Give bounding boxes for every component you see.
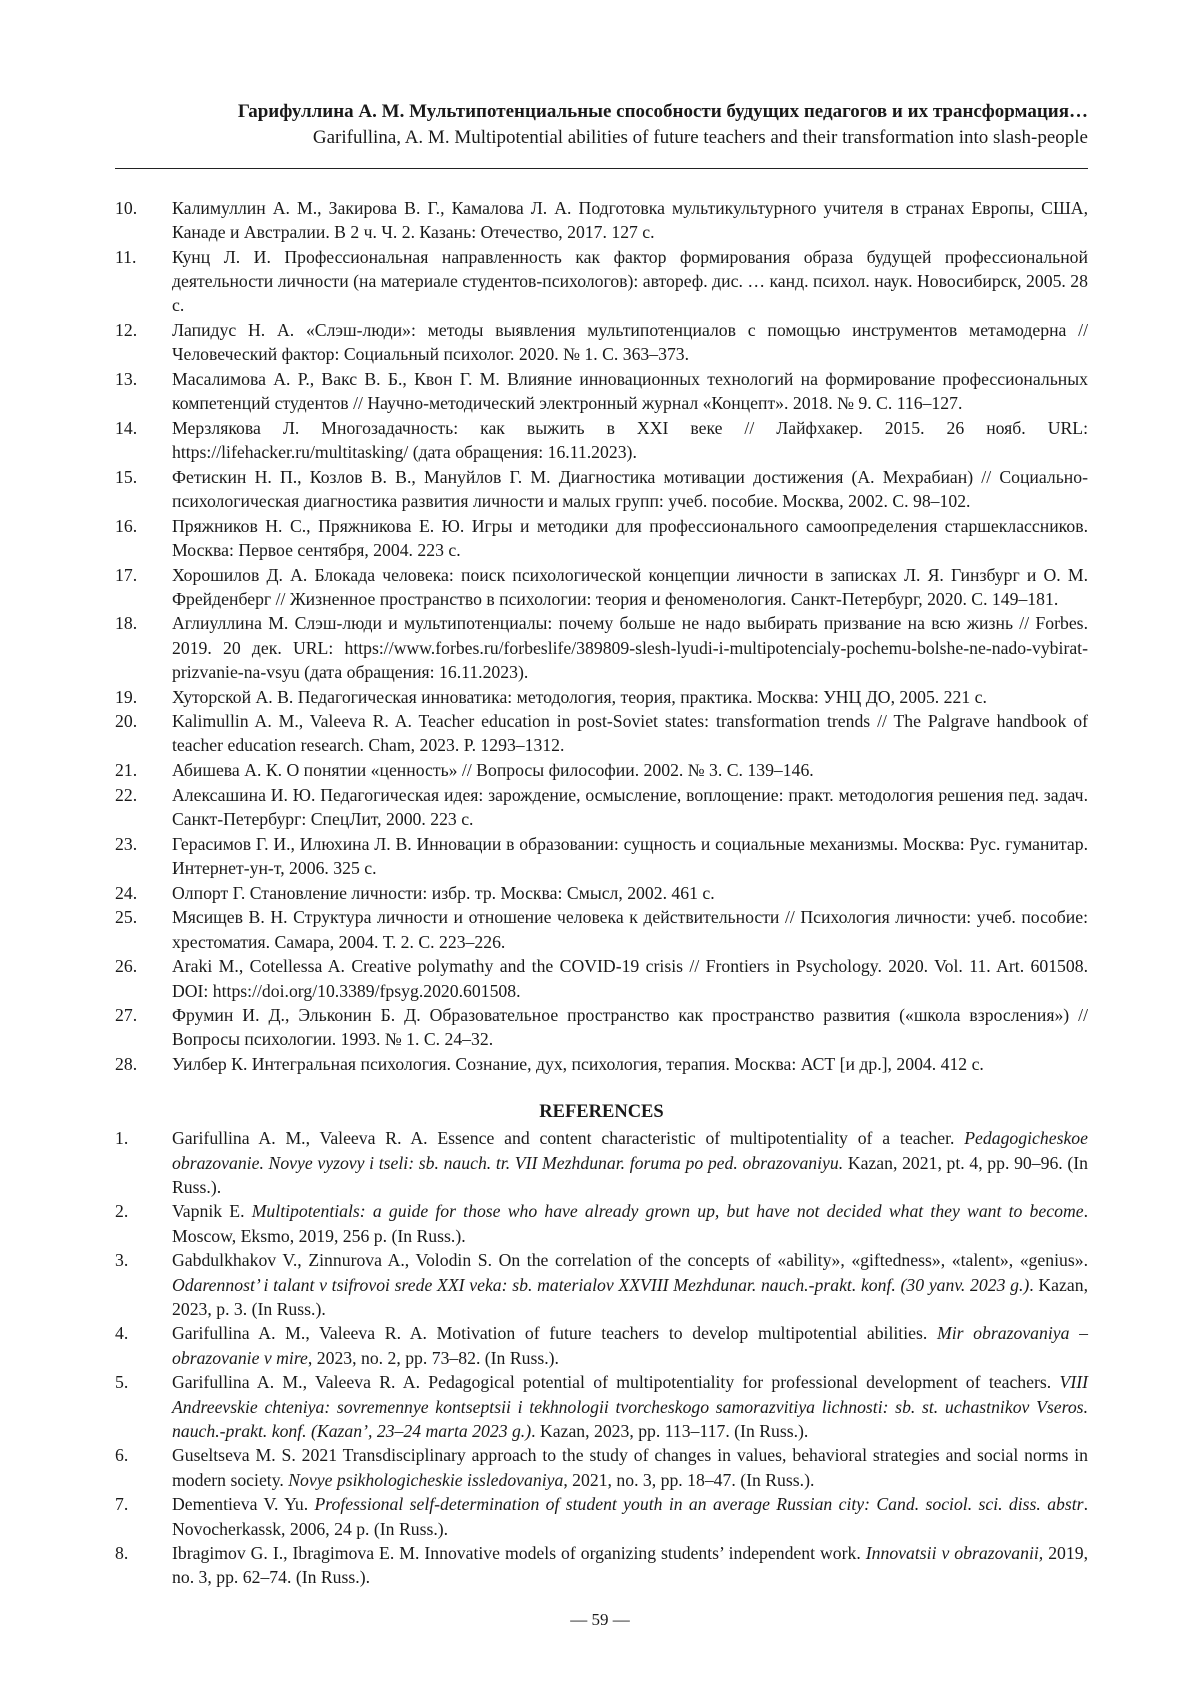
reference-entry xyxy=(115,465,1088,513)
reference-number: 17. xyxy=(115,563,172,611)
reference-text-part: . Moscow, Eksmo, 2019, 256 p. (In Russ.). xyxy=(172,1201,1088,1245)
reference-entry xyxy=(115,367,1088,415)
reference-number: 3. xyxy=(115,1248,172,1321)
reference-text-part: Kazan, 2021, pt. 4, pp. 90–96. (In Russ.). xyxy=(172,1153,1088,1197)
reference-text xyxy=(172,832,1088,880)
reference-text xyxy=(172,1199,1088,1247)
header-rule xyxy=(115,168,1088,169)
reference-text-part: Аглиуллина М. Слэш-люди и мультипотенциалы: почему больше не надо выбирать призвание на всю жизнь // Forbes. 2019. 20 дек. URL: https://www.forbes.ru/forbeslife/389809-slesh-lyudi-i-multipotencialy-pochemu-bolshe-ne-nado-vybirat-prizvanie-na-vsyu (дата обращения: 16.11.2023). xyxy=(172,613,1088,681)
reference-text-part: Guseltseva M. S. 2021 Transdisciplinary approach to the study of changes in values, behavioral strategies and social norms in modern society. xyxy=(172,1445,1088,1489)
reference-entry xyxy=(115,783,1088,831)
reference-number: 7. xyxy=(115,1492,172,1540)
reference-number: 11. xyxy=(115,245,172,318)
reference-number: 2. xyxy=(115,1199,172,1247)
reference-text-part: , 2023, no. 2, pp. 73–82. (In Russ.). xyxy=(308,1348,559,1368)
reference-source-title: Professional self-determination of student youth in an average Russian city: Cand. sociol. sci. diss. abstr xyxy=(315,1494,1084,1514)
reference-text xyxy=(172,416,1088,464)
reference-entry xyxy=(115,709,1088,757)
running-head xyxy=(115,99,1088,151)
reference-text xyxy=(172,245,1088,318)
reference-entry xyxy=(115,611,1088,684)
reference-source-title: Multipotentials: a guide for those who have already grown up, but have not decided what they want to become xyxy=(252,1201,1084,1221)
reference-text xyxy=(172,783,1088,831)
reference-entry xyxy=(115,563,1088,611)
reference-number: 16. xyxy=(115,514,172,562)
reference-number: 23. xyxy=(115,832,172,880)
reference-entry xyxy=(115,1370,1088,1443)
reference-entry xyxy=(115,1321,1088,1369)
reference-number: 5. xyxy=(115,1370,172,1443)
reference-source-title: Novye psikhologicheskie issledovaniya xyxy=(288,1470,563,1490)
reference-number: 4. xyxy=(115,1321,172,1369)
reference-number: 25. xyxy=(115,905,172,953)
reference-text xyxy=(172,1443,1088,1491)
reference-number: 15. xyxy=(115,465,172,513)
reference-entry xyxy=(115,1003,1088,1051)
reference-text-part: Алексашина И. Ю. Педагогическая идея: зарождение, осмысление, воплощение: практ. методология решения пед. задач. Санкт-Петербург: СпецЛит, 2000. 223 с. xyxy=(172,785,1088,829)
reference-text-part: Лапидус Н. А. «Слэш-люди»: методы выявления мультипотенциалов с помощью инструментов метамодерна // Человеческий фактор: Социальный психолог. 2020. № 1. С. 363–373. xyxy=(172,320,1088,364)
reference-text-part: . Kazan, 2023, pp. 113–117. (In Russ.). xyxy=(531,1421,808,1441)
reference-text xyxy=(172,1541,1088,1589)
reference-text xyxy=(172,905,1088,953)
reference-text-part: Ibragimov G. I., Ibragimova E. M. Innovative models of organizing students’ independent work. xyxy=(172,1543,866,1563)
reference-text xyxy=(172,611,1088,684)
reference-text-part: . Kazan, 2023, p. 3. (In Russ.). xyxy=(172,1275,1088,1319)
reference-text xyxy=(172,1492,1088,1540)
reference-number: 27. xyxy=(115,1003,172,1051)
reference-source-title: Pedagogicheskoe obrazovanie. Novye vyzovy i tseli: sb. nauch. tr. VII Mezhdunar. foruma po ped. obrazovaniyu. xyxy=(172,1128,1088,1172)
reference-text xyxy=(172,758,1088,782)
reference-text xyxy=(172,1370,1088,1443)
reference-entry xyxy=(115,318,1088,366)
reference-text-part: Gabdulkhakov V., Zinnurova A., Volodin S. On the correlation of the concepts of «ability», «giftedness», «talent», «genius». xyxy=(172,1250,1088,1270)
reference-text-part: Пряжников Н. С., Пряжникова Е. Ю. Игры и методики для профессионального самоопределения старшеклассников. Москва: Первое сентября, 2004. 223 с. xyxy=(172,516,1088,560)
reference-entry xyxy=(115,685,1088,709)
page-number: — 59 — xyxy=(0,1610,1200,1630)
reference-entry xyxy=(115,416,1088,464)
reference-number: 10. xyxy=(115,196,172,244)
reference-entry xyxy=(115,1443,1088,1491)
reference-text-part: Dementieva V. Yu. xyxy=(172,1494,315,1514)
reference-text xyxy=(172,685,1088,709)
reference-text xyxy=(172,196,1088,244)
reference-text xyxy=(172,367,1088,415)
reference-text-part: Garifullina A. M., Valeeva R. A. Motivation of future teachers to develop multipotential abilities. xyxy=(172,1323,937,1343)
reference-entry xyxy=(115,1541,1088,1589)
reference-entry xyxy=(115,881,1088,905)
reference-number: 28. xyxy=(115,1052,172,1076)
reference-number: 8. xyxy=(115,1541,172,1589)
reference-source-title: Mir obrazovaniya – obrazovanie v mire xyxy=(172,1323,1088,1367)
reference-text-part: Олпорт Г. Становление личности: избр. тр. Москва: Смысл, 2002. 461 с. xyxy=(172,883,715,903)
reference-number: 21. xyxy=(115,758,172,782)
reference-number: 19. xyxy=(115,685,172,709)
reference-text xyxy=(172,465,1088,513)
running-head-title-en: Garifullina, A. M. Multipotential abilities of future teachers and their transformation into slash-people xyxy=(115,125,1088,151)
reference-number: 13. xyxy=(115,367,172,415)
reference-text xyxy=(172,1248,1088,1321)
reference-number: 18. xyxy=(115,611,172,684)
reference-text xyxy=(172,881,1088,905)
reference-text-part: Масалимова А. Р., Вакс В. Б., Квон Г. М. Влияние инновационных технологий на формирование профессиональных компетенций студентов // Научно-методический электронный журнал «Концепт». 2018. № 9. С. 116–127. xyxy=(172,369,1088,413)
references-list xyxy=(115,1126,1088,1589)
reference-text-part: Garifullina A. M., Valeeva R. A. Essence and content characteristic of multipotentiality of a teacher. xyxy=(172,1128,964,1148)
reference-text xyxy=(172,1003,1088,1051)
reference-text-part: Araki M., Cotellessa A. Creative polymathy and the COVID-19 crisis // Frontiers in Psychology. 2020. Vol. 11. Art. 601508. DOI: https://doi.org/10.3389/fpsyg.2020.601508. xyxy=(172,956,1088,1000)
reference-number: 1. xyxy=(115,1126,172,1199)
reference-number: 26. xyxy=(115,954,172,1002)
reference-number: 24. xyxy=(115,881,172,905)
reference-entry xyxy=(115,1126,1088,1199)
reference-text-part: 2019, no. 3, pp. 62–74. (In Russ.). xyxy=(172,1543,1088,1587)
reference-text-part: Фрумин И. Д., Эльконин Б. Д. Образовательное пространство как пространство развития («школа взросления») // Вопросы психологии. 1993. № 1. С. 24–32. xyxy=(172,1005,1088,1049)
bibliography-list xyxy=(115,196,1088,1076)
reference-entry xyxy=(115,905,1088,953)
reference-number: 14. xyxy=(115,416,172,464)
reference-text-part: Мерзлякова Л. Многозадачность: как выжить в XXI веке // Лайфхакер. 2015. 26 нояб. URL: https://lifehacker.ru/multitasking/ (дата обращения: 16.11.2023). xyxy=(172,418,1088,462)
reference-text-part: , 2021, no. 3, pp. 18–47. (In Russ.). xyxy=(563,1470,814,1490)
reference-text-part: Garifullina A. M., Valeeva R. A. Pedagogical potential of multipotentiality for professional development of teachers. xyxy=(172,1372,1060,1392)
reference-text-part: Vapnik E. xyxy=(172,1201,252,1221)
reference-entry xyxy=(115,245,1088,318)
reference-text xyxy=(172,563,1088,611)
reference-text-part: Герасимов Г. И., Илюхина Л. В. Инновации в образовании: сущность и социальные механизмы. Москва: Рус. гуманитар. Интернет-ун-т, 2006. 325 с. xyxy=(172,834,1088,878)
reference-entry xyxy=(115,1199,1088,1247)
reference-entry xyxy=(115,954,1088,1002)
reference-text xyxy=(172,709,1088,757)
reference-text-part: . Novocherkassk, 2006, 24 p. (In Russ.). xyxy=(172,1494,1088,1538)
reference-text-part: Kalimullin A. M., Valeeva R. A. Teacher education in post-Soviet states: transformation trends // The Palgrave handbook of teacher education research. Cham, 2023. P. 1293–1312. xyxy=(172,711,1088,755)
reference-source-title: VIII Andreevskie chteniya: sovremennye kontseptsii i tekhnologii tvorcheskogo samorazvitiya lichnosti: sb. st. uchastnikov Vseros. nauch.-prakt. konf. (Kazan’, 23–24 marta 2023 g.) xyxy=(172,1372,1088,1440)
reference-text xyxy=(172,1126,1088,1199)
reference-text xyxy=(172,1052,1088,1076)
reference-number: 12. xyxy=(115,318,172,366)
running-head-title-ru: Гарифуллина А. М. Мультипотенциальные способности будущих педагогов и их трансформация… xyxy=(115,99,1088,125)
reference-text xyxy=(172,1321,1088,1369)
reference-text-part: Абишева А. К. О понятии «ценность» // Вопросы философии. 2002. № 3. С. 139–146. xyxy=(172,760,814,780)
reference-number: 6. xyxy=(115,1443,172,1491)
journal-page xyxy=(0,0,1200,1697)
reference-text xyxy=(172,954,1088,1002)
reference-entry xyxy=(115,832,1088,880)
reference-entry xyxy=(115,514,1088,562)
reference-entry xyxy=(115,196,1088,244)
reference-number: 20. xyxy=(115,709,172,757)
references-heading: REFERENCES xyxy=(115,1100,1088,1124)
reference-entry xyxy=(115,758,1088,782)
reference-text-part: Уилбер К. Интегральная психология. Сознание, дух, психология, терапия. Москва: АСТ [и др.], 2004. 412 с. xyxy=(172,1054,984,1074)
reference-entry xyxy=(115,1248,1088,1321)
reference-text-part: Кунц Л. И. Профессиональная направленность как фактор формирования образа будущей профессиональной деятельности личности (на материале студентов-психологов): автореф. дис. … канд. психол. наук. Новосибирск, 2005. 28 с. xyxy=(172,247,1088,315)
reference-text-part: Калимуллин А. М., Закирова В. Г., Камалова Л. А. Подготовка мультикультурного учителя в странах Европы, США, Канаде и Австралии. В 2 ч. Ч. 2. Казань: Отечество, 2017. 127 с. xyxy=(172,198,1088,242)
reference-text-part: Хуторской А. В. Педагогическая инноватика: методология, теория, практика. Москва: УНЦ ДО, 2005. 221 с. xyxy=(172,687,987,707)
reference-source-title: Innovatsii v obrazovanii, xyxy=(866,1543,1043,1563)
reference-entry xyxy=(115,1052,1088,1076)
reference-text xyxy=(172,514,1088,562)
reference-text-part: Мясищев В. Н. Структура личности и отношение человека к действительности // Психология личности: учеб. пособие: хрестоматия. Самара, 2004. Т. 2. С. 223–226. xyxy=(172,907,1088,951)
reference-source-title: Odarennost’ i talant v tsifrovoi srede XXI veka: sb. materialov XXVIII Mezhdunar. nauch.-prakt. konf. (30 yanv. 2023 g.) xyxy=(172,1275,1029,1295)
reference-text-part: Фетискин Н. П., Козлов В. В., Мануйлов Г. М. Диагностика мотивации достижения (А. Мехрабиан) // Социально-психологическая диагностика развития личности и малых групп: учеб. пособие. Москва, 2002. С. 98–102. xyxy=(172,467,1088,511)
reference-text xyxy=(172,318,1088,366)
reference-number: 22. xyxy=(115,783,172,831)
reference-section xyxy=(115,196,1088,1590)
reference-entry xyxy=(115,1492,1088,1540)
reference-text-part: Хорошилов Д. А. Блокада человека: поиск психологической концепции личности в записках Л. Я. Гинзбург и О. М. Фрейденберг // Жизненное пространство в психологии: теория и феноменология. Санкт-Петербург, 2020. С. 149–181. xyxy=(172,565,1088,609)
